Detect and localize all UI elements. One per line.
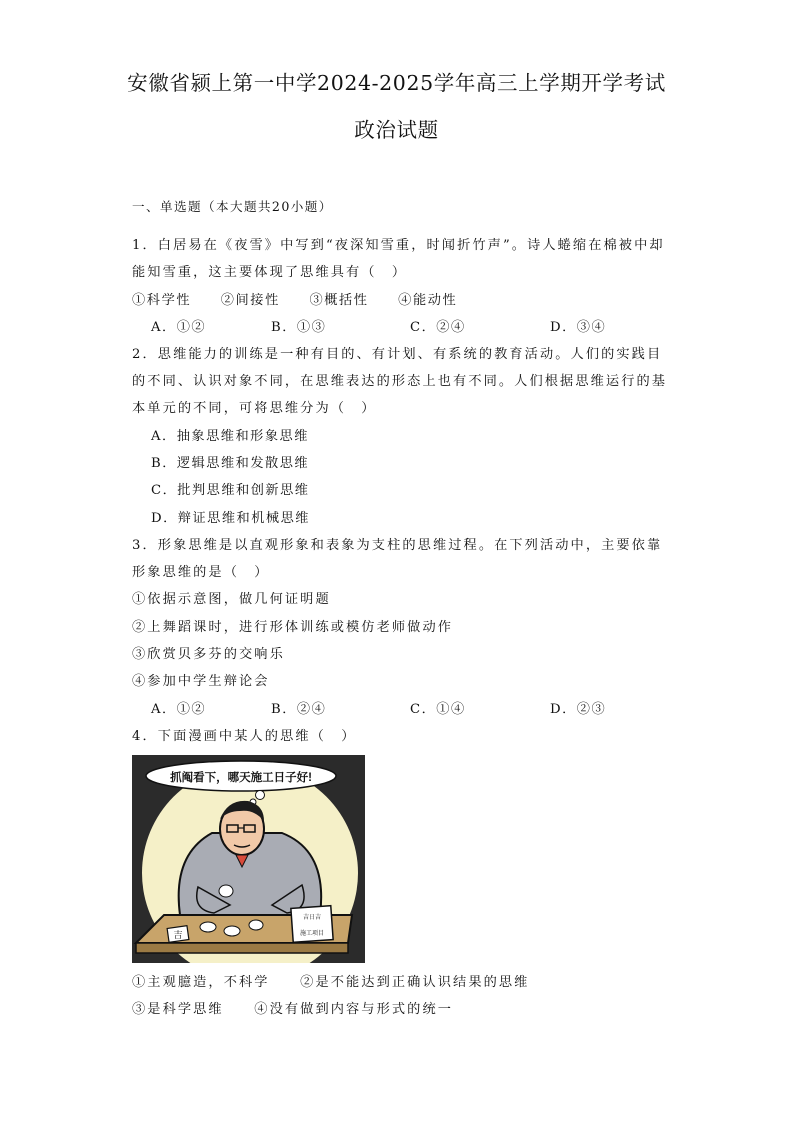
question-3-option-a: A．①② [151,702,207,717]
question-4-line-1: 4．下面漫画中某人的思维（ ） [132,729,357,744]
question-1-option-a: A．①② [151,320,207,335]
question-3-item-3: ③欣赏贝多芬的交响乐 [132,647,285,662]
question-3-line-2: 形象思维的是（ ） [132,565,270,580]
question-1-line-1: 1．白居易在《夜雪》中写到“夜深知雪重，时闻折竹声”。诗人蜷缩在棉被中却 [132,238,665,253]
section-heading: 一、单选题（本大题共20小题） [132,199,333,214]
document-title: 安徽省颍上第一中学2024-2025学年高三上学期开学考试 [127,71,666,95]
document-subtitle: 政治试题 [354,118,439,142]
cartoon-image [132,755,365,963]
question-2-option-a: A．抽象思维和形象思维 [151,429,309,444]
question-2-option-c: C．批判思维和创新思维 [151,483,310,498]
question-1-line-2: 能知雪重，这主要体现了思维具有（ ） [132,265,408,280]
question-4-items-line-2: ③是科学思维 ④没有做到内容与形式的统一 [132,1002,454,1017]
paper-label: 吉日吉 [302,915,322,921]
paper-label-2: 施工项目 [299,931,325,937]
question-3-line-1: 3．形象思维是以直观形象和表象为支柱的思维过程。在下列活动中，主要依靠 [132,538,663,553]
question-2-line-3: 本单元的不同，可将思维分为（ ） [132,401,377,416]
question-2-line-2: 的不同、认识对象不同，在思维表达的形态上也有不同。人们根据思维运行的基 [132,374,668,389]
question-1-option-d: D．③④ [550,320,607,335]
question-1-option-c: C．②④ [410,320,466,335]
question-3-option-c: C．①④ [410,702,466,717]
question-4-items-line-1: ①主观臆造，不科学 ②是不能达到正确认识结果的思维 [132,975,530,990]
question-3-option-d: D．②③ [550,702,607,717]
lot-label: 吉 [173,930,183,940]
question-2-option-b: B．逻辑思维和发散思维 [151,456,310,471]
question-3-item-1: ①依据示意图，做几何证明题 [132,592,331,607]
question-2-line-1: 2．思维能力的训练是一种有目的、有计划、有系统的教育活动。人们的实践目 [132,347,663,362]
question-3-item-2: ②上舞蹈课时，进行形体训练或模仿老师做动作 [132,620,454,635]
question-3-item-4: ④参加中学生辩论会 [132,674,270,689]
bubble-text: 抓阄看下，哪天施工日子好! [170,772,312,784]
question-2-option-d: D．辩证思维和机械思维 [151,511,310,526]
question-3-option-b: B．②④ [271,702,327,717]
question-1-items: ①科学性 ②间接性 ③概括性 ④能动性 [132,293,458,308]
question-1-option-b: B．①③ [271,320,327,335]
